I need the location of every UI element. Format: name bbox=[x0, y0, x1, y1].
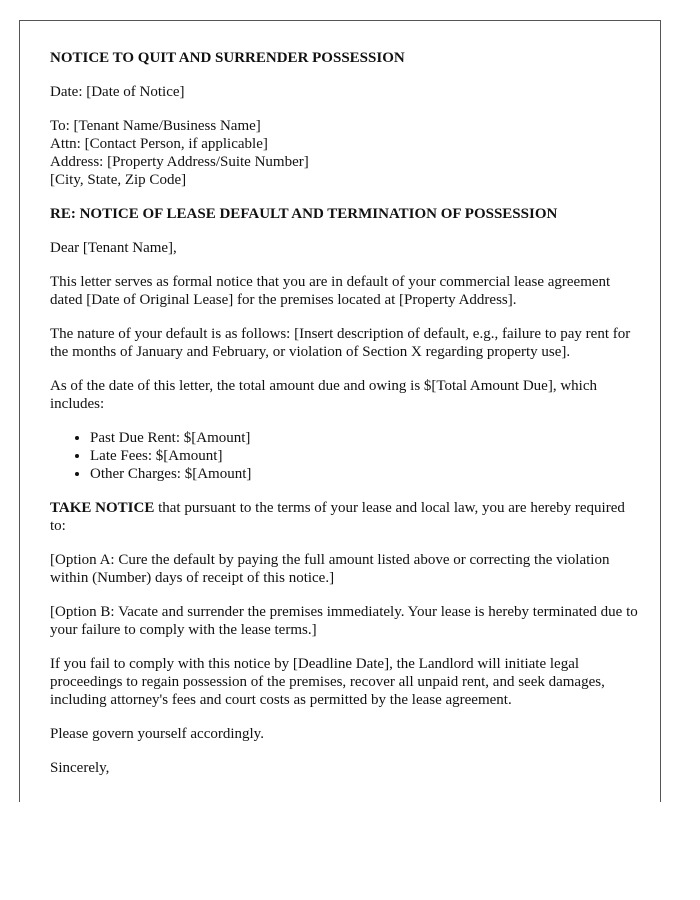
amount-due-paragraph: As of the date of this letter, the total amount due and owing is $[Total Amount Due], which includes: bbox=[50, 378, 597, 412]
recipient-attn: Attn: [Contact Person, if applicable] bbox=[50, 136, 268, 152]
take-notice-paragraph bbox=[50, 499, 640, 535]
closing: Sincerely, bbox=[50, 760, 110, 776]
charges-list bbox=[50, 429, 640, 483]
recipient-block bbox=[50, 117, 640, 189]
failure-paragraph: If you fail to comply with this notice by [Deadline Date], the Landlord will initiate legal proceedings to regain possession of the premises, recover all unpaid rent, and seek damages, including attorney's fees and court costs as permitted by the lease agreement. bbox=[50, 656, 605, 708]
list-item: • Past Due Rent: $[Amount] bbox=[90, 429, 640, 447]
take-notice-text: that pursuant to the terms of your lease and local law, you are hereby required to: bbox=[50, 500, 625, 534]
list-item: • Other Charges: $[Amount] bbox=[90, 465, 640, 483]
intro-paragraph: This letter serves as formal notice that you are in default of your commercial lease agreement dated [Date of Original Lease] for the premises located at [Property Address]. bbox=[50, 274, 611, 308]
letter-page bbox=[19, 20, 661, 802]
govern-paragraph: Please govern yourself accordingly. bbox=[50, 726, 264, 742]
recipient-address: Address: [Property Address/Suite Number] bbox=[50, 154, 309, 170]
re-line: RE: NOTICE OF LEASE DEFAULT AND TERMINATION OF POSSESSION bbox=[50, 206, 558, 222]
option-a-paragraph: [Option A: Cure the default by paying the full amount listed above or correcting the violation within (Number) days of receipt of this notice.] bbox=[50, 552, 610, 586]
option-b-paragraph: [Option B: Vacate and surrender the premises immediately. Your lease is hereby terminated due to your failure to comply with the lease terms.] bbox=[50, 604, 638, 638]
take-notice-lead: TAKE NOTICE bbox=[50, 500, 155, 516]
list-item: • Late Fees: $[Amount] bbox=[90, 447, 640, 465]
salutation: Dear [Tenant Name], bbox=[50, 240, 177, 256]
default-nature-paragraph: The nature of your default is as follows: [Insert description of default, e.g., failure to pay rent for the months of January and February, or violation of Section X regarding property use]. bbox=[50, 326, 631, 360]
recipient-city: [City, State, Zip Code] bbox=[50, 172, 187, 188]
letter-title: NOTICE TO QUIT AND SURRENDER POSSESSION bbox=[50, 50, 405, 66]
date-line: Date: [Date of Notice] bbox=[50, 84, 185, 100]
letter-body bbox=[50, 49, 640, 793]
recipient-to: To: [Tenant Name/Business Name] bbox=[50, 118, 261, 134]
